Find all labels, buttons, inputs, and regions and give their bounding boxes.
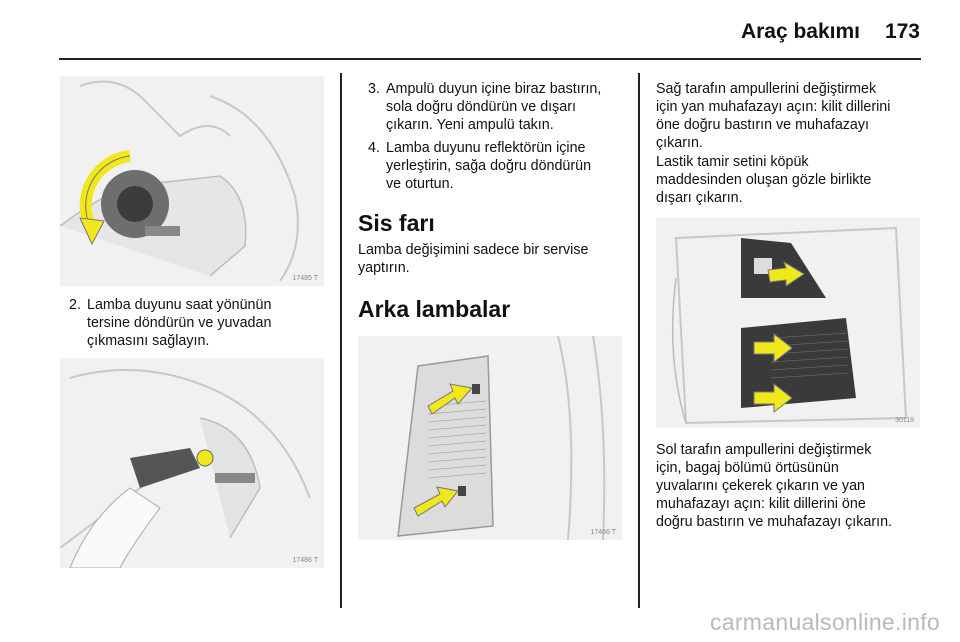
step-text-line: çıkmasını sağlayın. — [87, 333, 210, 349]
text-line: muhafazayı açın: kilit dillerini öne — [656, 496, 866, 512]
step-text-line: Lamba duyunu reflektörün içine — [386, 140, 586, 156]
figure-bulb-socket-rotate — [60, 76, 324, 286]
column-divider-left — [340, 73, 342, 608]
figure-code: 17466 T — [590, 529, 616, 536]
text-line: doğru bastırın ve muhafazayı çıkarın. — [656, 514, 893, 530]
step-text-line: tersine döndürün ve yuvadan — [87, 315, 272, 331]
text-line: yuvalarını çekerek çıkarın ve yan — [656, 478, 865, 494]
figure-code: 30119 — [895, 417, 914, 424]
step-text-line: çıkarın. Yeni ampulü takın. — [386, 117, 554, 133]
page-header-title: Araç bakımı — [740, 20, 860, 43]
text-line: Sağ tarafın ampullerini değiştirmek — [656, 81, 877, 97]
heading-rear-lamps: Arka lambalar — [358, 296, 511, 322]
text-line: çıkarın. — [656, 135, 703, 151]
step-text-line: Lamba duyunu saat yönünün — [87, 297, 272, 313]
step-text-line: sola doğru döndürün ve dışarı — [386, 99, 576, 115]
watermark: carmanualsonline.info — [709, 609, 940, 635]
step-text-line: yerleştirin, sağa doğru döndürün — [386, 158, 592, 174]
heading-fog-lamp: Sis farı — [358, 210, 435, 236]
text-line: yaptırın. — [358, 260, 410, 276]
paragraph-tyre-kit — [656, 153, 936, 207]
text-line: Lastik tamir setini köpük — [656, 154, 809, 170]
header-divider — [59, 58, 921, 60]
step-number: 4. — [368, 140, 380, 156]
text-line: için yan muhafazayı açın: kilit dillerini — [656, 99, 891, 115]
text-line: öne doğru bastırın ve muhafazayı — [656, 117, 869, 133]
figure-bulb-removal — [60, 358, 324, 568]
paragraph-left-side-lamps — [656, 441, 946, 531]
text-line: maddesinden oluşan gözle birlikte — [656, 172, 872, 188]
figure-trunk-side-panel — [656, 218, 920, 428]
page-number: 173 — [884, 20, 920, 43]
text-line: dışarı çıkarın. — [656, 190, 743, 206]
figure-rear-lamp-cover — [358, 336, 622, 540]
step-number: 2. — [69, 297, 81, 313]
text-line: Sol tarafın ampullerini değiştirmek — [656, 442, 872, 458]
figure-code: 17486 T — [292, 557, 318, 564]
text-line: Lamba değişimini sadece bir servise — [358, 242, 589, 258]
fog-lamp-text — [358, 241, 633, 277]
step-number: 3. — [368, 81, 380, 97]
figure-code: 17485 T — [292, 275, 318, 282]
step-text-line: ve oturtun. — [386, 176, 454, 192]
paragraph-right-side-lamps — [656, 80, 936, 152]
column-divider-right — [638, 73, 640, 608]
text-line: için, bagaj bölümü örtüsünün — [656, 460, 839, 476]
step-text-line: Ampulü duyun içine biraz bastırın, — [386, 81, 602, 97]
